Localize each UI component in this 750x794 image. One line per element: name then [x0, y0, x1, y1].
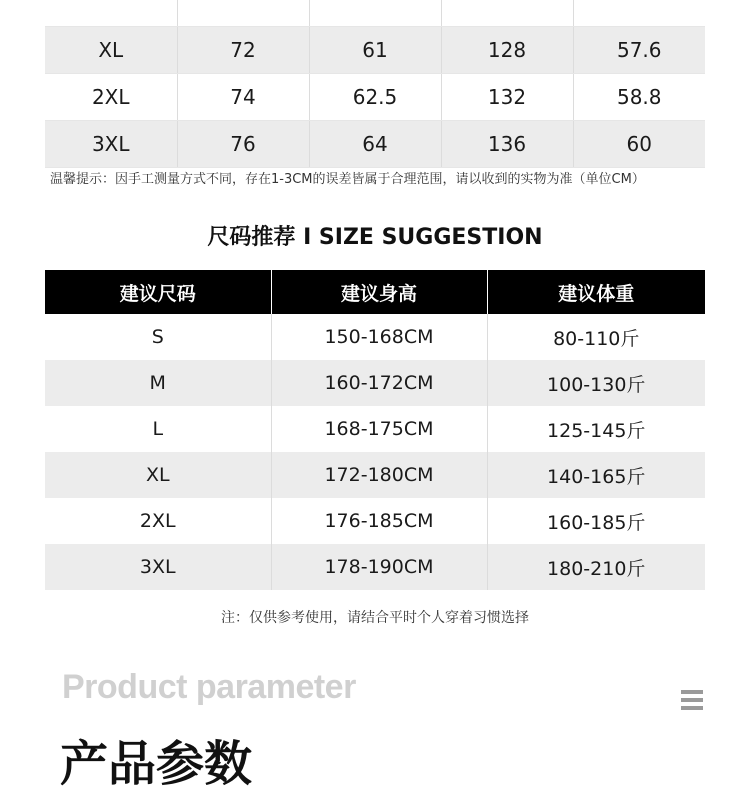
table-cell — [573, 0, 705, 27]
table-cell — [309, 0, 441, 27]
table-cell: 62.5 — [309, 74, 441, 121]
header-height: 建议身高 — [271, 270, 487, 314]
header-weight: 建议体重 — [487, 270, 705, 314]
height-cell: 168-175CM — [271, 406, 487, 452]
table-cell: 128 — [441, 27, 573, 74]
size-cell: L — [45, 406, 271, 452]
table-row — [45, 121, 705, 168]
weight-cell: 100-130斤 — [487, 360, 705, 406]
weight-cell: 80-110斤 — [487, 314, 705, 360]
product-parameter-title-en: Product parameter — [62, 668, 356, 706]
height-cell: 160-172CM — [271, 360, 487, 406]
table-cell: 74 — [177, 74, 309, 121]
size-cell: S — [45, 314, 271, 360]
size-cell: 3XL — [45, 544, 271, 590]
header-size: 建议尺码 — [45, 270, 271, 314]
table-row — [45, 74, 705, 121]
table-cell: 2XL — [45, 74, 177, 121]
table-cell: 132 — [441, 74, 573, 121]
size-note: 注：仅供参考使用，请结合平时个人穿着习惯选择 — [221, 610, 529, 626]
table-cell: 61 — [309, 27, 441, 74]
table-row — [45, 314, 705, 360]
weight-cell: 140-165斤 — [487, 452, 705, 498]
table-row — [45, 406, 705, 452]
height-cell: 172-180CM — [271, 452, 487, 498]
size-cell: 2XL — [45, 498, 271, 544]
table-cell: 64 — [309, 121, 441, 168]
table-cell — [45, 0, 177, 27]
table-cell — [177, 0, 309, 27]
table-row — [45, 452, 705, 498]
table-cell: 57.6 — [573, 27, 705, 74]
weight-cell: 125-145斤 — [487, 406, 705, 452]
table-row — [45, 27, 705, 74]
size-cell: M — [45, 360, 271, 406]
measurement-tip: 温馨提示：因手工测量方式不同，存在1-3CM的误差皆属于合理范围，请以收到的实物为准（单位CM） — [50, 172, 645, 187]
table-cell: 72 — [177, 27, 309, 74]
table-row — [45, 0, 705, 27]
height-cell: 178-190CM — [271, 544, 487, 590]
table-cell: 136 — [441, 121, 573, 168]
table-row — [45, 360, 705, 406]
height-cell: 150-168CM — [271, 314, 487, 360]
height-cell: 176-185CM — [271, 498, 487, 544]
table-cell: 58.8 — [573, 74, 705, 121]
table-cell: XL — [45, 27, 177, 74]
table-cell: 3XL — [45, 121, 177, 168]
table-cell: 60 — [573, 121, 705, 168]
table-cell: 76 — [177, 121, 309, 168]
measurement-table — [45, 0, 705, 168]
weight-cell: 180-210斤 — [487, 544, 705, 590]
table-header-row — [45, 270, 705, 314]
table-row — [45, 544, 705, 590]
table-row — [45, 498, 705, 544]
size-suggestion-title: 尺码推荐 I SIZE SUGGESTION — [207, 225, 543, 250]
size-cell: XL — [45, 452, 271, 498]
weight-cell: 160-185斤 — [487, 498, 705, 544]
menu-icon — [681, 690, 703, 710]
table-cell — [441, 0, 573, 27]
product-parameter-title-cn: 产品参数 — [60, 736, 253, 792]
size-suggestion-table — [45, 270, 705, 590]
